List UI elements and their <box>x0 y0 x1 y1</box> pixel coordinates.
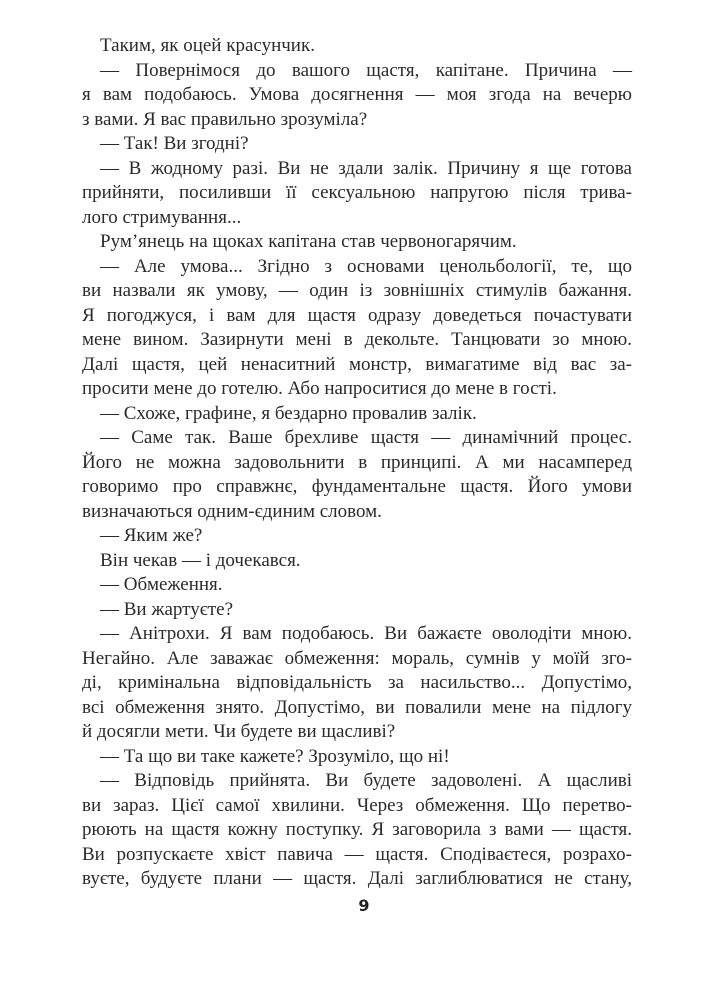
text-line: рюють на щастя кожну поступку. Я заговорила з вами — щастя. <box>82 819 632 840</box>
text-line: говоримо про справжнє, фундаментальне щастя. Його умови <box>82 476 632 497</box>
text-line: — Ви жартуєте? <box>100 598 234 620</box>
text-line: — Обмеження. <box>100 574 223 595</box>
text-line: й досягли мети. Чи будете ви щасливі? <box>82 721 396 742</box>
text-line: — Повернімося до вашого щастя, капітане. Причина — <box>100 59 632 81</box>
body-text <box>82 34 632 892</box>
text-line: просити мене до готелю. Або напроситися до мене в гості. <box>82 378 557 399</box>
text-line: Я погоджуся, і вам для щастя одразу доведеться почастувати <box>82 304 632 326</box>
text-line: — Яким же? <box>100 525 203 546</box>
text-line: вуєте, будуєте плани — щастя. Далі заглиблюватися не стану, <box>82 868 632 889</box>
text-line: визначаються одним-єдиним словом. <box>82 500 382 522</box>
text-line: Він чекав — і дочекався. <box>100 549 301 571</box>
text-line: лого стримування... <box>82 206 242 228</box>
text-line: ви зараз. Цієї самої хвилини. Через обмеження. Що перетво- <box>82 794 632 816</box>
text-line: я вам подобаюсь. Умова досягнення — моя згода на вечерю <box>82 84 632 105</box>
text-line: ді, кримінальна відповідальність за насильство... Допустімо, <box>82 672 632 693</box>
text-line: Його не можна задовольнити в принципі. А ми насамперед <box>82 451 632 473</box>
text-line: Ви розпускаєте хвіст павича — щастя. Сподіваєтеся, розрахо- <box>82 843 632 865</box>
text-line: — В жодному разі. Ви не здали залік. Причину я ще готова <box>100 157 632 179</box>
text-line: Негайно. Але заважає обмеження: мораль, сумнів у моїй зго- <box>82 647 632 669</box>
text-line: — Та що ви таке кажете? Зрозуміло, що ні! <box>100 745 450 767</box>
page-number: 9 <box>358 896 370 915</box>
text-line: — Схоже, графине, я бездарно провалив залік. <box>100 402 477 424</box>
text-line: — Саме так. Ваше брехливе щастя — динамічний процес. <box>100 427 632 448</box>
text-line: Таким, як оцей красунчик. <box>100 35 315 56</box>
text-line: — Так! Ви згодні? <box>100 133 249 154</box>
text-line: всі обмеження знято. Допустімо, ви повалили мене на підлогу <box>82 696 632 718</box>
text-line: — Анітрохи. Я вам подобаюсь. Ви бажаєте оволодіти мною. <box>100 623 632 644</box>
text-line: — Але умова... Згідно з основами ценольбології, те, що <box>100 255 632 277</box>
text-line: — Відповідь прийнята. Ви будете задоволені. А щасливі <box>100 770 632 791</box>
text-line: з вами. Я вас правильно зрозуміла? <box>82 108 368 130</box>
text-line: Далі щастя, цей ненаситний монстр, вимагатиме від вас за- <box>82 353 632 375</box>
text-line: ви назвали як умову, — один із зовнішніх стимулів бажання. <box>82 280 632 301</box>
text-line: Рум’янець на щоках капітана став червоногарячим. <box>100 231 517 252</box>
text-line: прийняти, посиливши її сексуальною напругою після трива- <box>82 182 632 203</box>
text-line: мене вином. Зазирнути мені в декольте. Танцювати зо мною. <box>82 329 632 350</box>
